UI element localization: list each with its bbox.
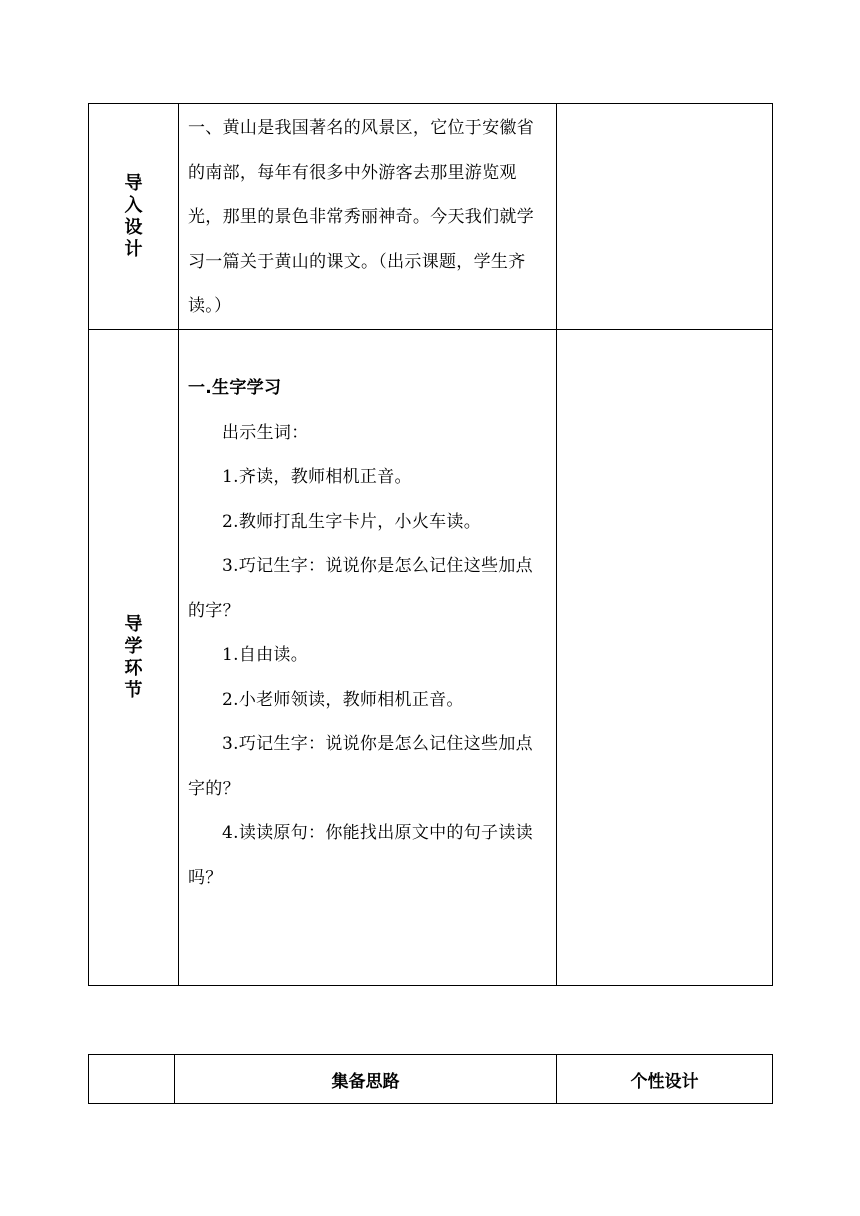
guide-line: 2.小老师领读，教师相机正音。: [222, 689, 464, 710]
guide-heading: 一.生字学习: [188, 378, 282, 398]
intro-content-cell: [179, 104, 557, 330]
header-personal-design: 个性设计: [557, 1055, 773, 1104]
guide-content-cell: [179, 330, 557, 986]
lesson-plan-table: [88, 103, 773, 986]
guide-label: 导学环节: [124, 613, 143, 701]
intro-label-cell: [89, 104, 179, 330]
header-collective-plan: 集备思路: [175, 1055, 557, 1104]
guide-line: 2.教师打乱生字卡片，小火车读。: [222, 511, 482, 532]
guide-line: 1.齐读，教师相机正音。: [222, 467, 412, 487]
guide-line: 出示生词：: [222, 422, 309, 443]
guide-line: 4.读读原句：你能找出原文中的句子读读吗？: [188, 823, 533, 888]
intro-row: [89, 104, 773, 330]
header-row: [89, 1055, 773, 1104]
guide-label-cell: [89, 330, 179, 986]
guide-row: [89, 330, 773, 986]
intro-label: 导入设计: [124, 172, 143, 260]
intro-notes-cell: [557, 104, 773, 330]
header-empty-cell: [89, 1055, 175, 1104]
guide-line: 1.自由读。: [222, 645, 309, 665]
intro-text: 一、黄山是我国著名的风景区，它位于安徽省的南部，每年有很多中外游客去那里游览观光，那里的景色非常秀丽神奇。今天我们就学习一篇关于黄山的课文。（出示课题，学生齐读。）: [188, 118, 534, 316]
guide-line: 3.巧记生字：说说你是怎么记住这些加点字的？: [188, 734, 533, 799]
guide-notes-cell: [557, 330, 773, 986]
guide-line: 3.巧记生字：说说你是怎么记住这些加点的字？: [188, 556, 533, 621]
header-table: [88, 1054, 773, 1104]
